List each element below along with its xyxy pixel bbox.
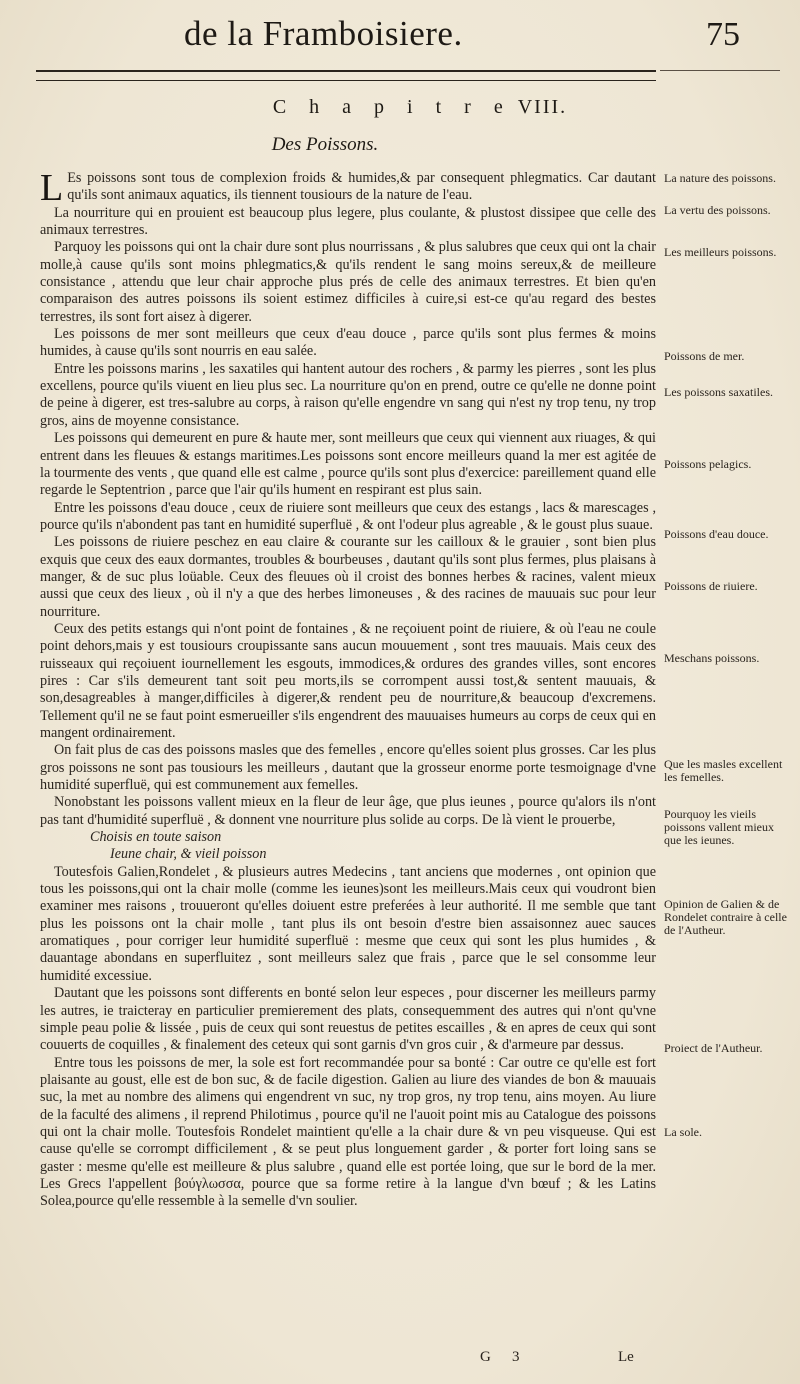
margin-note: Les meilleurs poissons. [664, 245, 777, 259]
paragraph: Dautant que les poissons sont differents en bonté selon leur especes , pour discerner les meilleurs parmy les autres, ie traicteray en particulier premierement des plats, consequemment des autres qui n'ont qu'vne simple peau polie & lissée , puis de ceux qui sont reuestus de petites escailles , & en apres de ceux qui sont couuerts de coquilles , & finalement des ceteux qui sont garnis d'vn gros cuir , & d'armeure par dessus. [40, 985, 656, 1054]
chapter-heading [0, 96, 700, 119]
proverb-line: Ieune chair, & vieil poisson [110, 846, 267, 863]
paragraph: Les poissons de riuiere peschez en eau claire & courante sur les cailloux & le grauier , sont bien plus exquis que ceux des eaux dormantes, troubles & bourbeuses , dautant qu'ils sont plus fermes, plus plaisans à manger, & de suc plus loüable. Ceux des fleuues où il croist des bonnes herbes & racines, valent mieux aussi que ceux des lieux , où il n'y a que des herbes limoneuses , & des racines de mauuais suc pour leur nourriture. [40, 534, 656, 620]
header-rule-right [660, 70, 780, 79]
margin-note: Proiect de l'Autheur. [664, 1041, 763, 1055]
margin-note: Pourquoy les vieils poissons vallent mieux que les ieunes. [664, 807, 774, 847]
paragraph: Nonobstant les poissons vallent mieux en la fleur de leur âge, que plus ieunes , pource qu'alors ils n'ont pas tant d'humidité superfluë , & donnent vne nourriture plus solide au corps. De là vient le prouerbe, [40, 794, 656, 828]
paragraph: On fait plus de cas des poissons masles que des femelles , encore qu'elles soient plus grosses. Car les plus gros poissons ne sont pas tousiours les meilleurs , dautant que la grosseur enorme porte tesmoignage d'vne humidité superfluë, qui est communement aux femelles. [40, 742, 656, 794]
paragraph: Les poissons qui demeurent en pure & haute mer, sont meilleurs que ceux qui viennent aux riuages, & qui entrent dans les fleuues & estangs maritimes.Les poissons sont encore meilleurs quand la mer est agitée de la tourmente des vents , que quand elle est calme , pource qu'ils sont plus d'exercice: pareillement quand elle regarde le Septentrion , parce que l'air qu'ils hument en respirant est plus sain. [40, 430, 656, 499]
margin-note: La vertu des poissons. [664, 203, 771, 217]
body-text [40, 167, 656, 1211]
header-rule [36, 70, 656, 81]
margin-note: La nature des poissons. [664, 171, 776, 185]
chapter-number: VIII. [517, 96, 568, 118]
margin-note: La sole. [664, 1125, 702, 1139]
page-number: 75 [706, 16, 740, 53]
signature-mark: G [480, 1349, 491, 1365]
margin-note: Poissons de mer. [664, 349, 745, 363]
margin-note: Meschans poissons. [664, 651, 760, 665]
chapter-label: C h a p i t r e [272, 96, 512, 118]
margin-note: Les poissons saxatiles. [664, 385, 773, 399]
paragraph: Toutesfois Galien,Rondelet , & plusieurs autres Medecins , tant anciens que modernes , ont opinion que tous les poissons,qui ont la chair molle (comme les ieunes)sont les meilleurs.Mais ceux qui voudront bien examiner mes raisons , trouueront qu'elles doiuent estre preferées à leur authorité. Il me semble que tant plus les poissons ont la chair molle , tant plus ils ont besoin d'estre bien assaisonnez auec sauces aromatiques , pour corriger leur humidité superfluë : mesme que ceux qui sont les plus humides , & dauantage abondans en superfluitez , sont meilleurs salez que frais , parce que le sel consomme leur humidité excessiue. [40, 863, 656, 984]
chapter-subtitle: Des Poissons. [271, 134, 379, 155]
running-head-title: de la Framboisiere. [184, 14, 463, 53]
drop-cap: L [40, 167, 64, 209]
running-head [0, 14, 800, 62]
proverb-line: Choisis en toute saison [90, 829, 222, 846]
margin-note: Poissons pelagics. [664, 457, 752, 471]
paragraph [40, 167, 656, 209]
catchword: Le [618, 1349, 634, 1365]
margin-note: Poissons de riuiere. [664, 579, 758, 593]
margin-note: Poissons d'eau douce. [664, 527, 769, 541]
paragraph: Les poissons de mer sont meilleurs que ceux d'eau douce , parce qu'ils sont plus fermes & moins humides, à cause qu'ils sont nourris en eau salée. [40, 326, 656, 360]
paragraph: Parquoy les poissons qui ont la chair dure sont plus nourrissans , & plus salubres que ceux qui ont la chair molle,à cause qu'ils sont moins phlegmatics,& qu'ils rendent le sang moins sereux,& de meilleure consistance , attendu que leur chair approche plus prés de celle des animaux terrestres. Et bien qu'en comparaison des autres poissons ils soient estimez difficiles à cuire,si est-ce qu'au regard des bestes terrestres, ils sont fort aisez à digerer. [40, 239, 656, 325]
paragraph-text: Es poissons sont tous de complexion froids & humides,& par consequent phlegmatics. Car dautant qu'ils sont animaux aquatics, ils tiennent tousiours de la nature de l'eau. [67, 170, 656, 204]
paragraph: Entre tous les poissons de mer, la sole est fort recommandée pour sa bonté : Car outre ce qu'elle est fort plaisante au goust, elle est de bon suc, & de facile digestion. Galien au liure des viandes de bon & mauuais suc, la met au nombre des alimens qui engendrent vn suc, ny trop gros, ny trop tenu, ains moyen. Au liure de la faculté des alimens , il reprend Philotimus , pource qu'il ne l'auoit point mis au Catalogue des poissons qui ont la chair molle. Toutesfois Rondelet maintient qu'elle a la chair dure & vn peu visqueuse. Qui est cause qu'elle se corrompt difficilement , & se peut plus longuement garder , & porter fort loing sans se gaster : mesme qu'elle est meilleure & plus salubre , quand elle est portée loing, que sur le bord de la mer. Les Grecs l'appellent βούγλωσσα, pource que sa forme retire à la langue d'vn bœuf ; & les Latins Solea,pource qu'elle ressemble à la semelle d'vn soulier. [40, 1054, 656, 1210]
paragraph: Entre les poissons d'eau douce , ceux de riuiere sont meilleurs que ceux des estangs , lacs & marescages , pource qu'ils n'abondent pas tant en humidité superfluë , & ont l'odeur plus agreable , & le goust plus suaue. [40, 499, 656, 533]
paragraph: La nourriture qui en prouient est beaucoup plus legere, plus coulante, & plustost dissipee que celle des animaux terrestres. [40, 204, 656, 239]
signature-number: 3 [512, 1349, 520, 1365]
margin-note: Que les masles excellent les femelles. [664, 757, 783, 784]
margin-note: Opinion de Galien & de Rondelet contraire à celle de l'Autheur. [664, 897, 787, 937]
paragraph: Entre les poissons marins , les saxatiles qui hantent autour des rochers , & parmy les pierres , sont les plus excellens, pource qu'ils viuent en lieu plus sec. La nourriture qu'on en prend, outre ce qu'elle ne donne point de peine à digerer, est tres-salubre au corps, à raison qu'elle engendre vn sang qui n'est ny trop tenu, ny trop gros, ains de moyenne consistance. [40, 360, 656, 429]
paragraph: Ceux des petits estangs qui n'ont point de fontaines , & ne reçoiuent point de riuiere, & où l'eau ne coule point dehors,mais y est tousiours croupissante sans aucun mouuement , sont tres mauuais. Mais ceux des ruisseaux qui reçoiuent iournellement les esgouts, immodices,& ordures des grandes villes, sont encores pires : Car s'ils demeurent tant soit peu morts,ils se corrompent aussi tost,& sentent mauuais, & son,desagreables à manger,difficiles à digerer,& rendent peu de nourriture,& beaucoup d'excremens. Tellement qu'il ne se faut point esmerueiller s'ils engendrent des mauuaises humeurs au corps de ceux qui en mangent ordinairement. [40, 620, 656, 741]
